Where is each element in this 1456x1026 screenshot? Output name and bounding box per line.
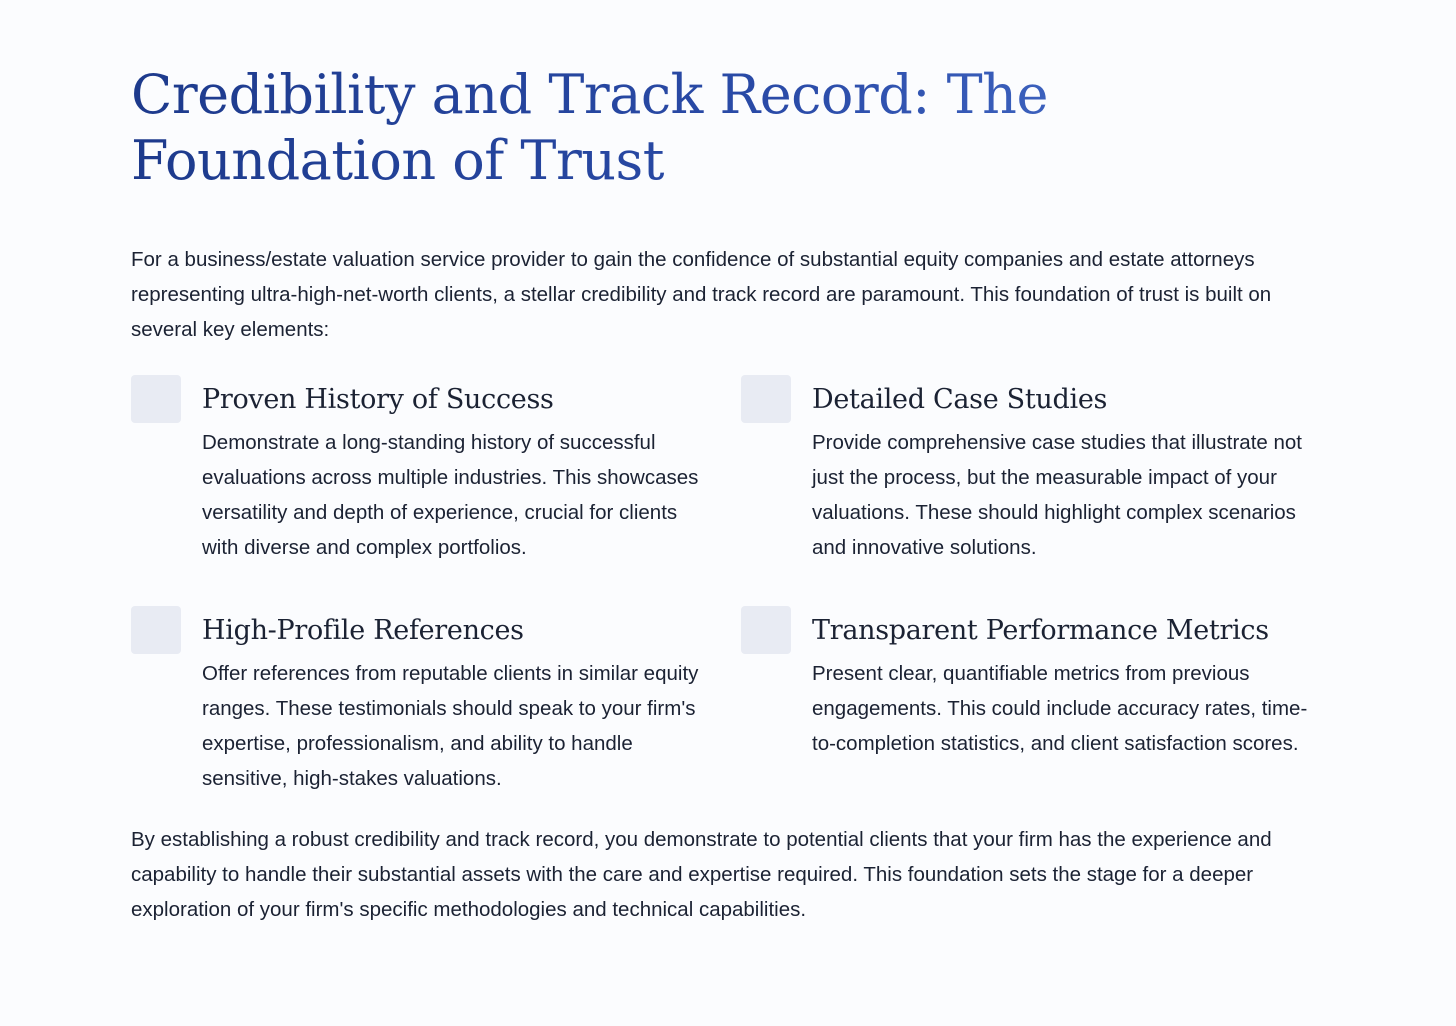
references-icon <box>131 606 181 654</box>
key-element-proven-history <box>131 374 741 565</box>
card-title: High-Profile References <box>202 615 524 646</box>
page-title: Credibility and Track Record: The Foundation of Trust <box>131 62 1326 194</box>
card-text: Offer references from reputable clients in similar equity ranges. These testimonials should speak to your firm's expertise, professionalism, and ability to handle sensitive, high-stakes valuations. <box>202 662 699 790</box>
case-study-icon <box>741 375 791 423</box>
card-text: Present clear, quantifiable metrics from previous engagements. This could include accuracy rates, time-to-completion statistics, and client satisfaction scores. <box>812 662 1308 755</box>
key-elements-grid <box>131 374 1326 796</box>
history-icon <box>131 375 181 423</box>
metrics-icon <box>741 606 791 654</box>
card-title: Detailed Case Studies <box>812 384 1108 415</box>
intro-paragraph: For a business/estate valuation service provider to gain the confidence of substantial equity companies and estate attorneys representing ultra-high-net-worth clients, a stellar credibility and track record are paramount. This foundation of trust is built on several key elements: <box>131 248 1272 341</box>
key-element-case-studies <box>741 374 1326 565</box>
card-title: Transparent Performance Metrics <box>812 615 1269 646</box>
document-page <box>131 62 1326 927</box>
closing-paragraph: By establishing a robust credibility and track record, you demonstrate to potential clients that your firm has the experience and capability to handle their substantial assets with the care and expertise required. This foundation sets the stage for a deeper exploration of your firm's specific methodologies and technical capabilities. <box>131 828 1272 921</box>
card-title: Proven History of Success <box>202 384 554 415</box>
key-element-references <box>131 605 741 796</box>
key-element-metrics <box>741 605 1326 796</box>
card-text: Demonstrate a long-standing history of successful evaluations across multiple industries. This showcases versatility and depth of experience, crucial for clients with diverse and complex portfolios. <box>202 431 699 559</box>
card-text: Provide comprehensive case studies that illustrate not just the process, but the measurable impact of your valuations. These should highlight complex scenarios and innovative solutions. <box>812 431 1302 559</box>
